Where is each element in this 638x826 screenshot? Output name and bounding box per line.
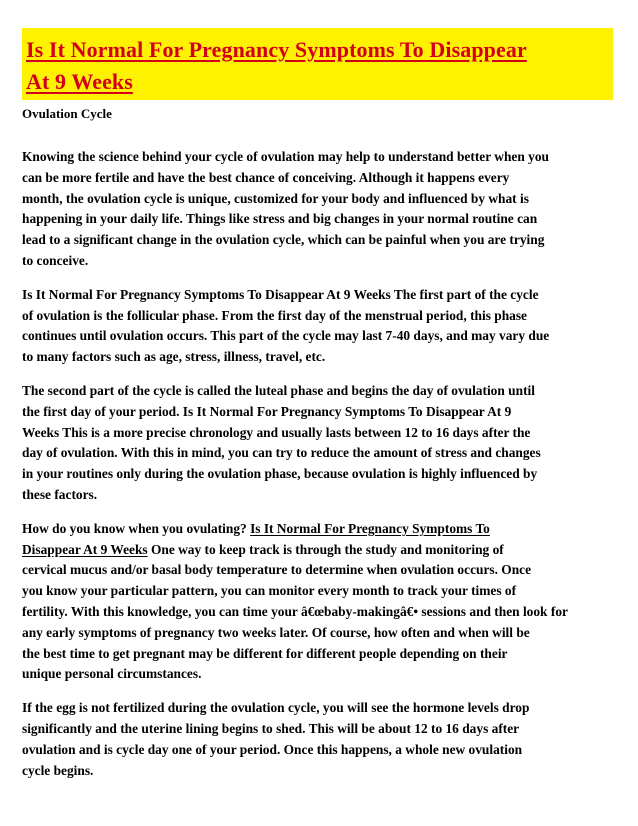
paragraph-2 xyxy=(22,285,637,368)
title-link-part-2[interactable]: Disappear At 9 Weeks xyxy=(22,541,148,557)
text-line: If the egg is not fertilized during the ovulation cycle, you will see the hormone levels drop xyxy=(22,700,530,716)
section-subtitle: Ovulation Cycle xyxy=(22,106,112,121)
paragraph-4 xyxy=(22,519,637,685)
text-line: of ovulation is the follicular phase. From the first day of the menstrual period, this phase xyxy=(22,307,528,323)
text-segment: How do you know when you ovulating? xyxy=(22,520,251,536)
text-line: fertility. With this knowledge, you can time your â€œbaby-makingâ€• sessions and then look for xyxy=(22,603,568,619)
title-line-1: Is It Normal For Pregnancy Symptoms To Disappear xyxy=(26,37,527,62)
text-line: cycle begins. xyxy=(22,762,94,778)
text-line: the first day of your period. Is It Normal For Pregnancy Symptoms To Disappear At 9 xyxy=(22,403,512,419)
text-line: to many factors such as age, stress, illness, travel, etc. xyxy=(22,349,326,365)
text-line: you know your particular pattern, you can monitor every month to track your times of xyxy=(22,583,517,599)
text-line: happening in your daily life. Things like stress and big changes in your normal routine can xyxy=(22,211,538,227)
text-line: these factors. xyxy=(22,486,98,502)
text-line: the best time to get pregnant may be different for different people depending on their xyxy=(22,645,508,661)
text-line: to conceive. xyxy=(22,252,89,268)
text-line: The second part of the cycle is called the luteal phase and begins the day of ovulation until xyxy=(22,382,535,398)
text-line: ovulation and is cycle day one of your period. Once this happens, a whole new ovulation xyxy=(22,741,523,757)
text-line: month, the ovulation cycle is unique, customized for your body and influenced by what is xyxy=(22,190,529,206)
text-line: cervical mucus and/or basal body temperature to determine when ovulation occurs. Once xyxy=(22,562,532,578)
text-line: continues until ovulation occurs. This part of the cycle may last 7-40 days, and may vary due xyxy=(22,328,550,344)
text-line: unique personal circumstances. xyxy=(22,666,202,682)
paragraph-5 xyxy=(22,698,637,781)
text-line xyxy=(22,540,637,561)
text-line: can be more fertile and have the best chance of conceiving. Although it happens every xyxy=(22,169,510,185)
text-line: any early symptoms of pregnancy two weeks later. Of course, how often and when will be xyxy=(22,624,530,640)
text-segment: One way to keep track is through the study and monitoring of xyxy=(147,541,504,557)
paragraph-1 xyxy=(22,147,637,272)
text-line xyxy=(22,519,637,540)
paragraph-3 xyxy=(22,381,637,506)
text-line: in your routines only during the ovulation phase, because ovulation is highly influenced by xyxy=(22,466,538,482)
article-body xyxy=(22,147,637,794)
text-line: Weeks This is a more precise chronology and usually lasts between 12 to 16 days after the xyxy=(22,424,531,440)
text-line: Knowing the science behind your cycle of ovulation may help to understand better when you xyxy=(22,149,549,164)
text-line: day of ovulation. With this in mind, you can try to reduce the amount of stress and changes xyxy=(22,445,541,461)
text-line: significantly and the uterine lining begins to shed. This will be about 12 to 16 days after xyxy=(22,720,520,736)
page-title[interactable] xyxy=(26,34,626,98)
title-line-2: At 9 Weeks xyxy=(26,69,133,94)
text-line: lead to a significant change in the ovulation cycle, which can be painful when you are trying xyxy=(22,232,545,248)
text-line: Is It Normal For Pregnancy Symptoms To Disappear At 9 Weeks The first part of the cycle xyxy=(22,286,539,302)
title-link-part-1[interactable]: Is It Normal For Pregnancy Symptoms To xyxy=(250,520,490,536)
